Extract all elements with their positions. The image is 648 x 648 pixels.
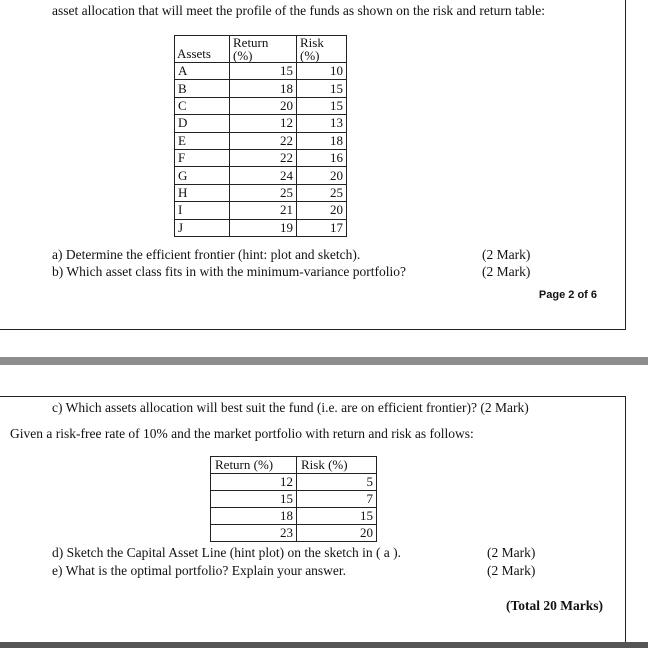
question-e: e) What is the optimal portfolio? Explain your answer. [52, 563, 347, 578]
table-row: E 22 18 [175, 132, 347, 149]
question-c: c) Which assets allocation will best suit the fund (i.e. are on efficient frontier)? (2 Mark) [52, 400, 529, 415]
return-header: Return (%) [230, 36, 297, 63]
question-d: d) Sketch the Capital Asset Line (hint plot) on the sketch in ( a ). [52, 545, 402, 560]
intro-text: asset allocation that will meet the profile of the funds as shown on the risk and return table: [52, 3, 545, 18]
page-bottom-edge [0, 642, 648, 648]
return-header: Return (%) [211, 457, 297, 474]
table-row: J 19 17 [175, 219, 347, 236]
question-a: a) Determine the efficient frontier (hint: plot and sketch). [52, 247, 361, 262]
table-row: C 20 15 [175, 97, 347, 114]
market-portfolio-table [210, 456, 377, 542]
question-b-mark: (2 Mark) [482, 264, 531, 279]
table-row: 12 5 [211, 474, 377, 491]
table-row: D 12 13 [175, 115, 347, 132]
assets-header: Assets [175, 36, 230, 63]
table-row: F 22 16 [175, 149, 347, 166]
page-separator [0, 357, 648, 365]
table-row: 23 20 [211, 525, 377, 542]
question-a-mark: (2 Mark) [482, 247, 531, 262]
question-b: b) Which asset class fits in with the minimum-variance portfolio? [52, 264, 407, 279]
risk-free-text: Given a risk-free rate of 10% and the market portfolio with return and risk as follows: [10, 426, 474, 441]
page-2-sheet [0, 0, 626, 330]
table-header-row [175, 36, 347, 63]
total-marks: (Total 20 Marks) [506, 598, 603, 613]
table-row: A 15 10 [175, 63, 347, 80]
risk-return-table [174, 35, 347, 237]
table-row: 15 7 [211, 491, 377, 508]
table-row: G 24 20 [175, 167, 347, 184]
table-header-row [211, 457, 377, 474]
table-row: I 21 20 [175, 202, 347, 219]
page-number: Page 2 of 6 [538, 289, 597, 301]
table-row: 18 15 [211, 508, 377, 525]
table-row: B 18 15 [175, 80, 347, 97]
risk-header: Risk (%) [297, 36, 347, 63]
question-e-mark: (2 Mark) [487, 563, 536, 578]
risk-header: Risk (%) [297, 457, 377, 474]
table-row: H 25 25 [175, 184, 347, 201]
question-d-mark: (2 Mark) [487, 545, 536, 560]
